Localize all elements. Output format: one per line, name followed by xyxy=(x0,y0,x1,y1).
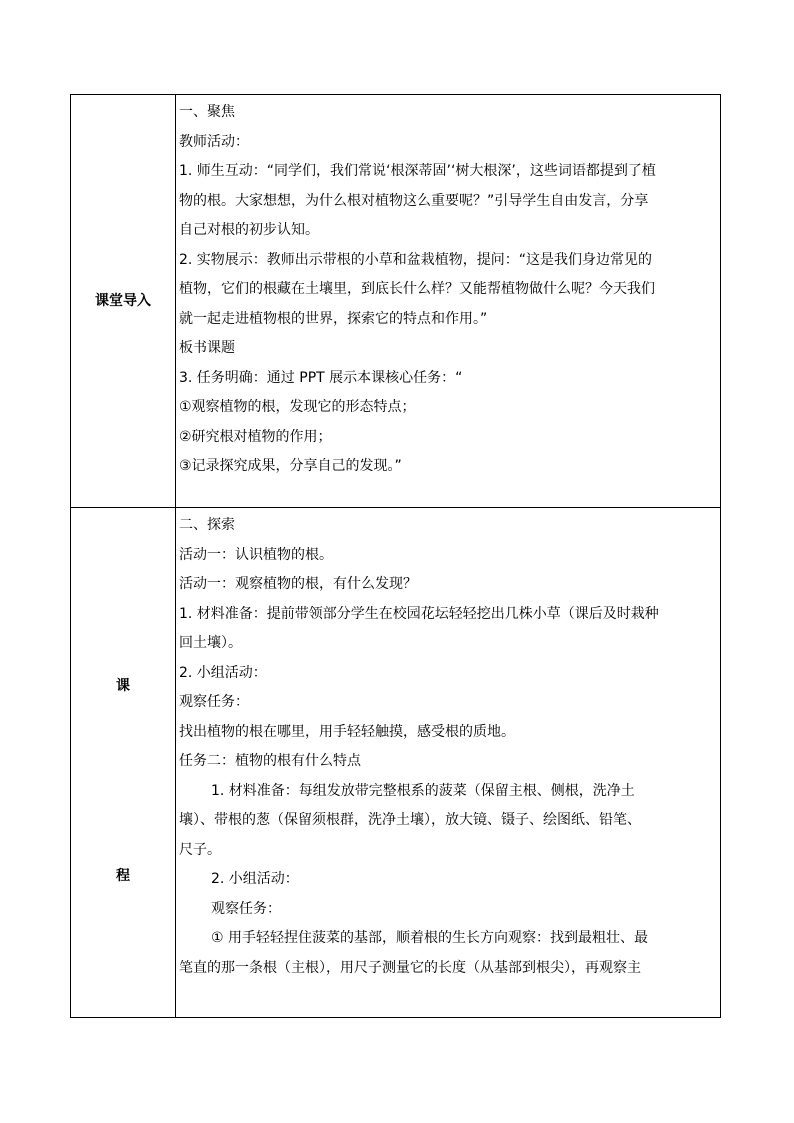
text-line: 活动一：观察植物的根，有什么发现？ xyxy=(179,576,417,592)
text-line: 植物，它们的根藏在土壤里，到底长什么样？又能帮植物做什么呢？今天我们 xyxy=(179,281,655,297)
text-line: 笔直的那一条根（主根），用尺子测量它的长度（从基部到根尖），再观察主 xyxy=(179,959,641,976)
text-line: 回土壤）。 xyxy=(179,635,242,651)
text-line: 1. 师生互动：“同学们，我们常说‘根深蒂固’‘树大根深’，这些词语都提到了植 xyxy=(179,163,656,179)
label-cell-process xyxy=(71,508,176,1018)
content-cell-intro xyxy=(176,95,721,508)
text-line: ③记录探究成果，分享自己的发现。” xyxy=(179,458,402,474)
text-line: 2. 实物展示：教师出示带根的小草和盆栽植物，提问：“这是我们身边常见的 xyxy=(179,251,653,268)
table-row xyxy=(71,95,721,508)
text-line-indented: 1. 材料准备：每组发放带完整根系的菠菜（保留主根、侧根，洗净土 xyxy=(211,782,635,799)
content-cell-process xyxy=(176,508,721,1018)
text-line: 物的根。大家想想，为什么根对植物这么重要呢？”引导学生自由发言，分享 xyxy=(179,192,649,209)
section-label-process-top: 课 xyxy=(116,678,130,694)
text-line-indented: 2. 小组活动： xyxy=(211,871,299,887)
text-line: 一、聚焦 xyxy=(179,104,235,120)
text-line: 1. 材料准备：提前带领部分学生在校园花坛轻轻挖出几株小草（课后及时栽种 xyxy=(179,605,659,622)
section-label-process-bottom: 程 xyxy=(116,868,130,884)
section-label-intro: 课堂导入 xyxy=(95,293,151,309)
text-line: 任务二：植物的根有什么特点 xyxy=(179,753,361,769)
text-line: ①观察植物的根，发现它的形态特点； xyxy=(179,399,416,415)
table-row xyxy=(71,508,721,1018)
text-line: 找出植物的根在哪里，用手轻轻触摸，感受根的质地。 xyxy=(179,723,515,740)
lesson-plan-table xyxy=(70,94,721,1018)
text-line: 板书课题 xyxy=(179,340,235,356)
text-line: 二、探索 xyxy=(179,517,235,533)
text-line: 3. 任务明确：通过 PPT 展示本课核心任务：“ xyxy=(179,369,463,386)
text-line: 壤）、带根的葱（保留须根群，洗净土壤），放大镜、镊子、绘图纸、铅笔、 xyxy=(179,812,641,828)
text-line-indented: 观察任务： xyxy=(211,900,281,917)
text-line: 就一起走进植物根的世界，探索它的特点和作用。” xyxy=(179,310,488,327)
text-line: 观察任务： xyxy=(179,694,249,710)
label-cell-intro xyxy=(71,95,176,508)
text-line: ②研究根对植物的作用； xyxy=(179,428,332,445)
text-line: 自己对根的初步认知。 xyxy=(179,222,319,238)
text-line-indented: ① 用手轻轻捏住菠菜的基部，顺着根的生长方向观察：找到最粗壮、最 xyxy=(211,930,648,946)
text-line: 活动一：认识植物的根。 xyxy=(179,546,333,563)
text-line: 教师活动： xyxy=(179,133,249,150)
text-line: 2. 小组活动： xyxy=(179,664,267,681)
text-line: 尺子。 xyxy=(179,841,221,858)
